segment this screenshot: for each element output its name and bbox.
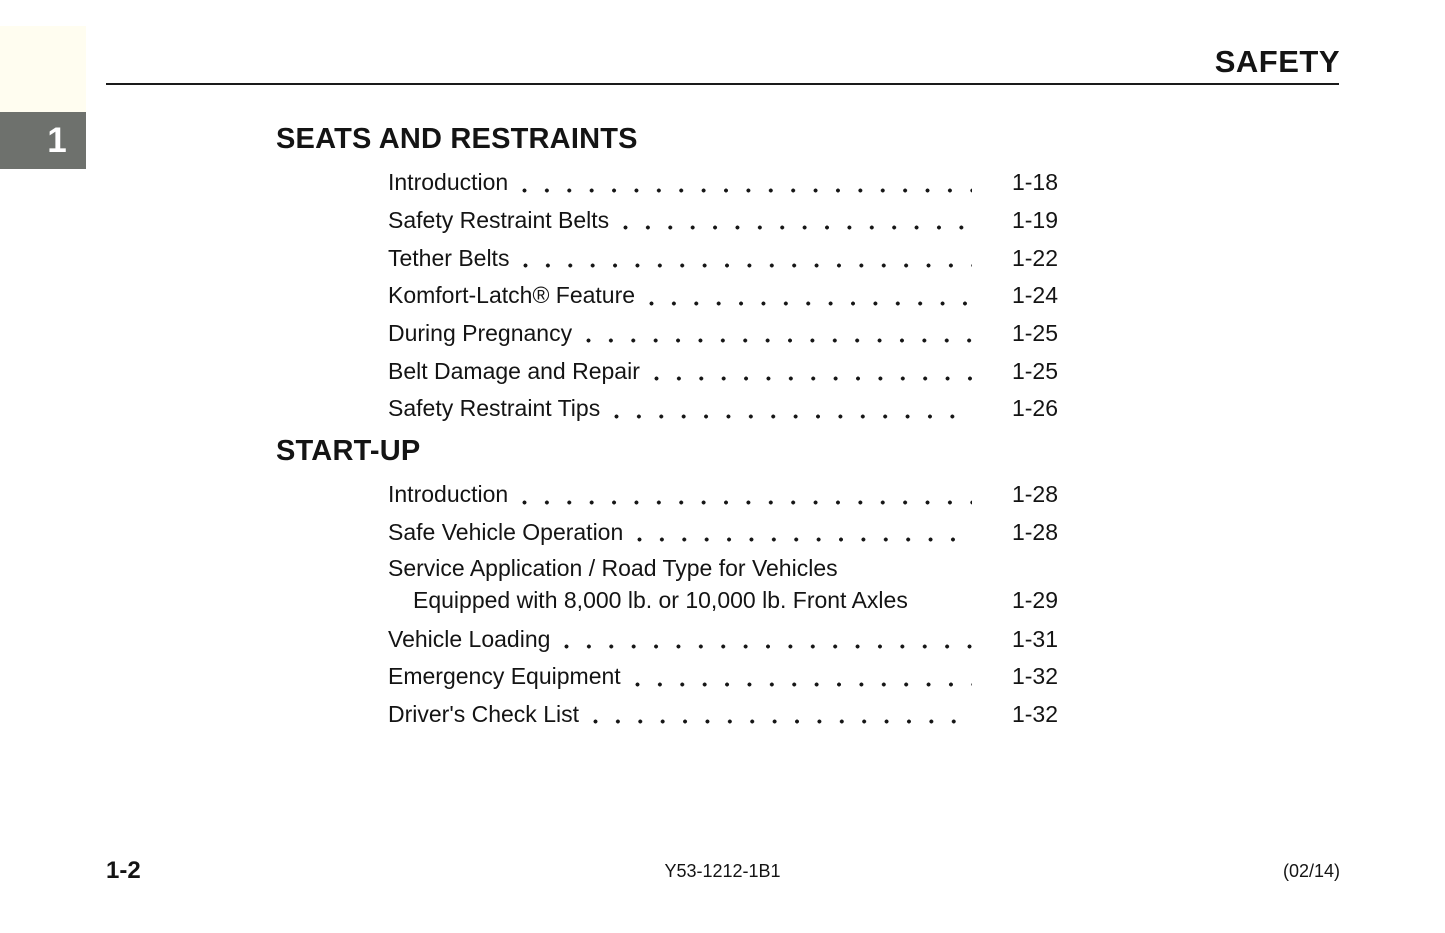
toc-section-start-up bbox=[276, 432, 1058, 733]
chapter-tab-number: 1 bbox=[47, 120, 67, 160]
toc-section-seats-and-restraints bbox=[276, 120, 1058, 428]
toc-entry-title-line2: Equipped with 8,000 lb. or 10,000 lb. Front Axles bbox=[413, 587, 908, 614]
toc-entry-title: Tether Belts bbox=[388, 244, 510, 271]
toc-entry-page: 1-31 bbox=[1011, 625, 1058, 652]
toc-entry bbox=[388, 551, 1058, 620]
toc-entry-page: 1-32 bbox=[1011, 663, 1058, 690]
toc-entry bbox=[388, 164, 1058, 202]
toc-entry-title: Safe Vehicle Operation bbox=[388, 518, 624, 545]
toc-entry-title: Safety Restraint Belts bbox=[388, 207, 610, 234]
dot-leader bbox=[593, 719, 972, 724]
toc-entry bbox=[388, 514, 1058, 552]
toc-entry-page: 1-32 bbox=[1011, 700, 1058, 727]
dot-leader bbox=[522, 188, 972, 193]
toc-entry-page: 1-25 bbox=[1011, 357, 1058, 384]
footer-revision-date: (02/14) bbox=[1282, 861, 1340, 881]
toc-entry-page: 1-28 bbox=[1011, 481, 1058, 508]
toc-entry-page: 1-18 bbox=[1011, 169, 1058, 196]
dot-leader bbox=[586, 338, 972, 343]
dot-leader bbox=[654, 376, 972, 381]
chapter-thumb-tab bbox=[0, 112, 86, 169]
table-of-contents bbox=[276, 120, 1058, 733]
toc-entry-title: Safety Restraint Tips bbox=[388, 395, 601, 422]
toc-entry-page: 1-25 bbox=[1011, 320, 1058, 347]
toc-entry-page: 1-24 bbox=[1011, 282, 1058, 309]
dot-leader bbox=[564, 644, 972, 649]
toc-entry-title: Emergency Equipment bbox=[388, 663, 621, 690]
section-heading: START-UP bbox=[276, 434, 421, 467]
toc-entry bbox=[388, 620, 1058, 658]
toc-entry bbox=[388, 239, 1058, 277]
toc-entry bbox=[388, 315, 1058, 353]
section-heading: SEATS AND RESTRAINTS bbox=[276, 123, 638, 155]
dot-leader bbox=[614, 414, 972, 419]
toc-entry bbox=[388, 202, 1058, 240]
toc-entry-page: 1-29 bbox=[1011, 587, 1058, 614]
toc-entry bbox=[388, 476, 1058, 514]
dot-leader bbox=[649, 301, 972, 306]
toc-entry-page: 1-19 bbox=[1011, 207, 1058, 234]
dot-leader bbox=[522, 500, 972, 505]
toc-entry bbox=[388, 696, 1058, 734]
toc-entry-title: Vehicle Loading bbox=[388, 625, 551, 652]
toc-entry-page: 1-28 bbox=[1011, 518, 1058, 545]
toc-entry-title: Komfort-Latch® Feature bbox=[388, 282, 636, 309]
dot-leader bbox=[637, 537, 972, 542]
toc-entry bbox=[388, 390, 1058, 428]
dot-leader bbox=[635, 682, 972, 687]
toc-entry bbox=[388, 277, 1058, 315]
toc-entry-title: During Pregnancy bbox=[388, 320, 573, 347]
toc-entry-page: 1-22 bbox=[1011, 244, 1058, 271]
toc-entry-title: Driver's Check List bbox=[388, 700, 579, 727]
toc-entry-title: Belt Damage and Repair bbox=[388, 357, 640, 384]
footer-document-code: Y53-1212-1B1 bbox=[664, 861, 781, 881]
toc-entry-list bbox=[388, 164, 1058, 428]
toc-entry-title: Introduction bbox=[388, 169, 509, 196]
chapter-title: SAFETY bbox=[1214, 44, 1340, 79]
toc-entry-title: Introduction bbox=[388, 481, 509, 508]
dot-leader bbox=[523, 263, 972, 268]
dot-leader bbox=[623, 225, 972, 230]
toc-entry-title-line1: Service Application / Road Type for Vehicles bbox=[388, 554, 838, 581]
toc-entry bbox=[388, 658, 1058, 696]
header-divider bbox=[106, 83, 1339, 85]
footer-page-number: 1-2 bbox=[106, 857, 141, 884]
toc-entry-list bbox=[388, 476, 1058, 733]
toc-entry bbox=[388, 352, 1058, 390]
toc-entry-page: 1-26 bbox=[1011, 395, 1058, 422]
scan-corner-tint bbox=[0, 26, 86, 112]
